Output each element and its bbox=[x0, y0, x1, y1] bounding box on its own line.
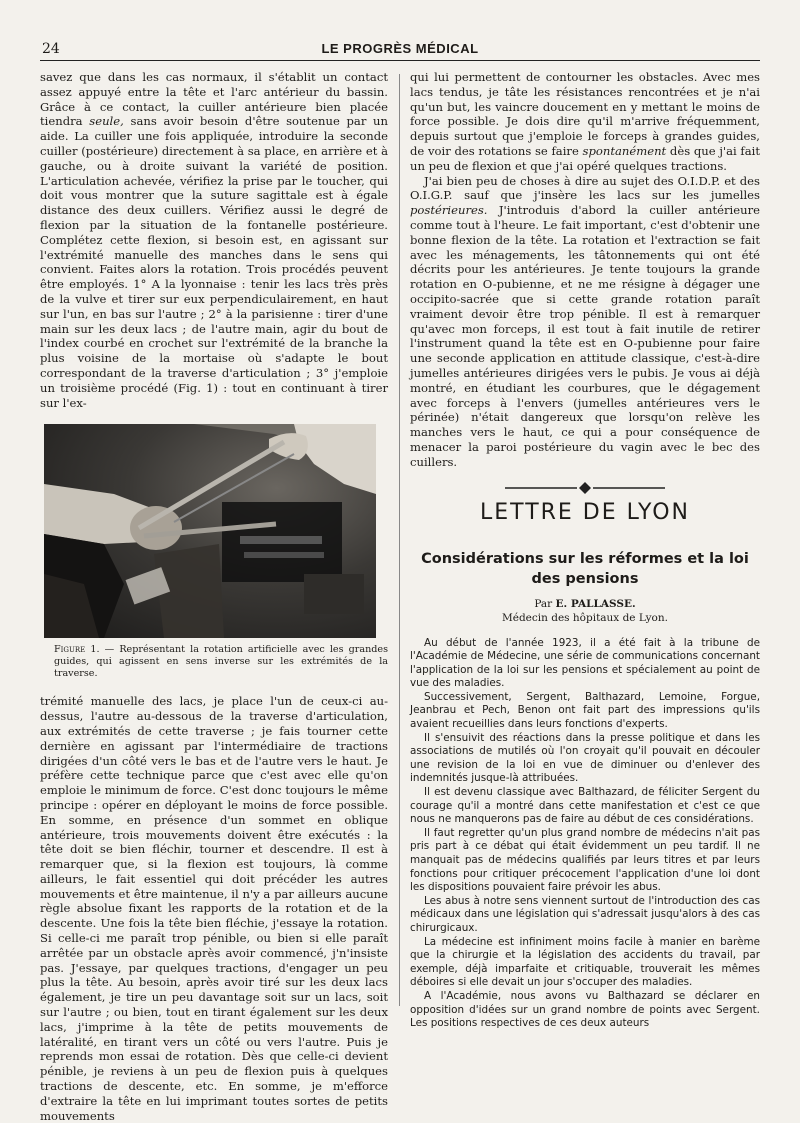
lyon-paragraph-6: Les abus à notre sens viennent surtout de l'introduction des cas médicaux dans une législation qui s'adressait jusqu'alors à des cas chirurgicaux. bbox=[410, 894, 760, 934]
right-paragraph-1: qui lui permettent de contourner les obstacles. Avec mes lacs tendus, je tâte les résistances rencontrées et je n'ai qu'un but, les vaincre doucement en y mettant le moins de force possible. Je dois dire qu'il m'arrive fréquemment, depuis surtout que j'emploie le forceps à grandes guides, de voir des rotations se faire spontanément dès que j'ai fait un peu de flexion et que j'ai opéré quelques tractions. bbox=[410, 70, 760, 173]
lyon-article bbox=[410, 549, 760, 1031]
figure-1-photo bbox=[44, 424, 376, 638]
lyon-paragraph-5: Il faut regretter qu'un plus grand nombre de médecins n'ait pas pris part à ce débat qui était évidemment un peu tardif. Il ne manquait pas de médecins qualifiés par leurs titres et par leurs fonctions pour critiquer précocement l'application d'une loi dont les dispositions pouvaient faire prévoir les abus. bbox=[410, 826, 760, 894]
lyon-paragraph-1: Au début de l'année 1923, il a été fait à la tribune de l'Académie de Médecine, une série de communications concernant l'application de la loi sur les pensions et spécialement au point de vue des maladies. bbox=[410, 636, 760, 690]
right-paragraph-2: J'ai bien peu de choses à dire au sujet des O.I.D.P. et des O.I.G.P. sauf que j'insère les lacs sur les jumelles postérieures. J'introduis d'abord la cuiller antérieure comme tout à l'heure. Le fait important, c'est d'obtenir une bonne flexion de la tête. La rotation et l'extraction se fait avec les ménagements, les tâtonnements qui ont été décrits pour les antérieures. Je tente toujours la grande rotation en O-pubienne, et ne me résigne à dégager une occipito-sacrée que si cette grande rotation paraît vraiment devoir être trop pénible. Il est à remarquer qu'avec mon forceps, il est tout à fait inutile de retirer l'instrument quand la tête est en O-pubienne pour faire une seconde application en attitude classique, c'est-à-dire jumelles antérieures dirigées vers le pubis. Je vous ai déjà montré, en étudiant les courbures, que le dégagement avec forceps à l'envers (jumelles antérieures vers le périnée) n'était dangereux que lorsqu'on relève les manches vers le haut, ce qui a pour conséquence de menacer la paroi postérieure du vagin avec le bec des cuillers. bbox=[410, 173, 760, 469]
lyon-paragraph-4: Il est devenu classique avec Balthazard, de féliciter Sergent du courage qu'il a montré dans cette manifestation et c'est ce que nous ne manquerons pas de faire au début de ces considérations. bbox=[410, 786, 760, 826]
lyon-paragraph-7: La médecine est infiniment moins facile à manier en barème que la chirurgie et la législation des accidents du travail, par exemple, déjà imparfaite et critiquable, trouverait les mêmes déboires si elle devait un jour s'occuper des maladies. bbox=[410, 935, 760, 989]
decorative-rule-ornament bbox=[435, 480, 735, 496]
forceps-illustration bbox=[44, 424, 376, 638]
article-byline: Par E. PALLASSE. bbox=[534, 597, 636, 610]
left-paragraph-1: savez que dans les cas normaux, il s'établit un contact assez appuyé entre la tête et l'arc antérieur du bassin. Grâce à ce contact, la cuiller antérieure bien placée tiendra seule, sans avoir besoin d'être soutenue par un aide. La cuiller une fois appliquée, introduire la seconde cuiller (postérieure) directement à sa place, en arrière et à gauche, ou à droite suivant la variété de position. L'articulation achevée, vérifiez la prise par le toucher, qui doit vous montrer que la suture sagittale est à égale distance des deux cuillers. Vérifiez aussi le degré de flexion par la situation de la fontanelle postérieure. Complétez cette flexion, si besoin est, en agissant sur l'extrémité manuelle des manches dans le sens qui convient. Faites alors la rotation. Trois procédés peuvent être employés. 1° A la lyonnaise : tenir les lacs très près de la vulve et tirer sur eux perpendiculairement, en haut sur l'un, en bas sur l'autre ; 2° à la parisienne : tirer d'une main sur les deux lacs ; de l'autre main, agir du bout de l'index courbé en crochet sur l'extrémité de la branche la plus voisine de la mortaise où s'adapte le bout correspondant de la traverse d'articulation ; 3° j'emploie un troisième procédé (Fig. 1) : tout en continuant à tirer sur l'ex- bbox=[40, 70, 388, 410]
left-paragraph-2: trémité manuelle des lacs, je place l'un de ceux-ci au-dessus, l'autre au-dessous de la traverse d'articulation, aux extrémités de cette traverse ; je fais tourner cette dernière en agissant par l'intermédiaire de tractions dirigées d'un côté vers le bas et de l'autre vers le haut. Je préfère cette technique parce que c'est avec elle qu'on emploie le minimum de force. C'est donc toujours le même principe : opérer en déployant le moins de force possible. En somme, en présence d'un sommet en oblique antérieure, trois mouvements doivent être exécutés : la tête doit se bien fléchir, tourner et descendre. Il est à remarquer que, si la flexion est toujours, là comme ailleurs, le fait essentiel qui doit précéder les autres mouvements et être maintenue, il n'y a par ailleurs aucune règle absolue fixant les rapports de la rotation et de la descente. Une fois la tête bien fléchie, j'essaye la rotation. Si celle-ci me paraît trop pénible, ou bien si elle paraît arrêtée par un obstacle après avoir commencé, j'n'insiste pas. J'essaye, par quelques tractions, d'engager un peu plus la tête. Au besoin, après avoir tiré sur les deux lacs également, je tire un peu davantage soit sur un lacs, soit sur l'autre ; ou bien, tout en tirant également sur les deux lacs, j'imprime à la tête de petits mouvements de latéralité, en tirant vers un côté ou vers l'autre. Puis je reprends mon essai de rotation. Dès que celle-ci devient pénible, je reviens à un peu de flexion puis à quelques tractions de descente, etc. En somme, je m'efforce d'extraire la tête en lui imprimant toutes sortes de petits mouvements bbox=[40, 694, 388, 1123]
page-number: 24 bbox=[42, 41, 60, 57]
left-column bbox=[40, 70, 388, 1123]
right-column bbox=[410, 70, 760, 1031]
figure-caption: Figure 1. — Représentant la rotation artificielle avec les grandes guides, qui agissent en sens inverse sur les extrémités de la traverse. bbox=[54, 644, 388, 680]
page-header bbox=[40, 38, 760, 61]
lyon-paragraph-3: Il s'ensuivit des réactions dans la presse politique et dans les associations de mutilés où l'on croyait qu'il pouvait en découler une revision de la loi en vue de diminuer ou d'enlever des indemnités jusque-là attribuées. bbox=[410, 731, 760, 785]
section-title-lettre-de-lyon: LETTRE DE LYON bbox=[479, 499, 690, 525]
lyon-paragraph-8: A l'Académie, nous avons vu Balthazard se déclarer en opposition d'idées sur un grand nombre de points avec Sergent. Les positions respectives de ces deux auteurs bbox=[410, 989, 760, 1030]
running-title: LE PROGRÈS MÉDICAL bbox=[321, 41, 479, 56]
author-affiliation: Médecin des hôpitaux de Lyon. bbox=[502, 611, 668, 624]
column-divider bbox=[399, 74, 400, 1006]
lyon-paragraph-2: Successivement, Sergent, Balthazard, Lemoine, Forgue, Jeanbrau et Pech, Benon ont fait part des impressions qu'ils avaient recueillies dans leurs fonctions d'experts. bbox=[410, 690, 760, 731]
article-title: Considérations sur les réformes et la loi des pensions bbox=[421, 550, 749, 587]
